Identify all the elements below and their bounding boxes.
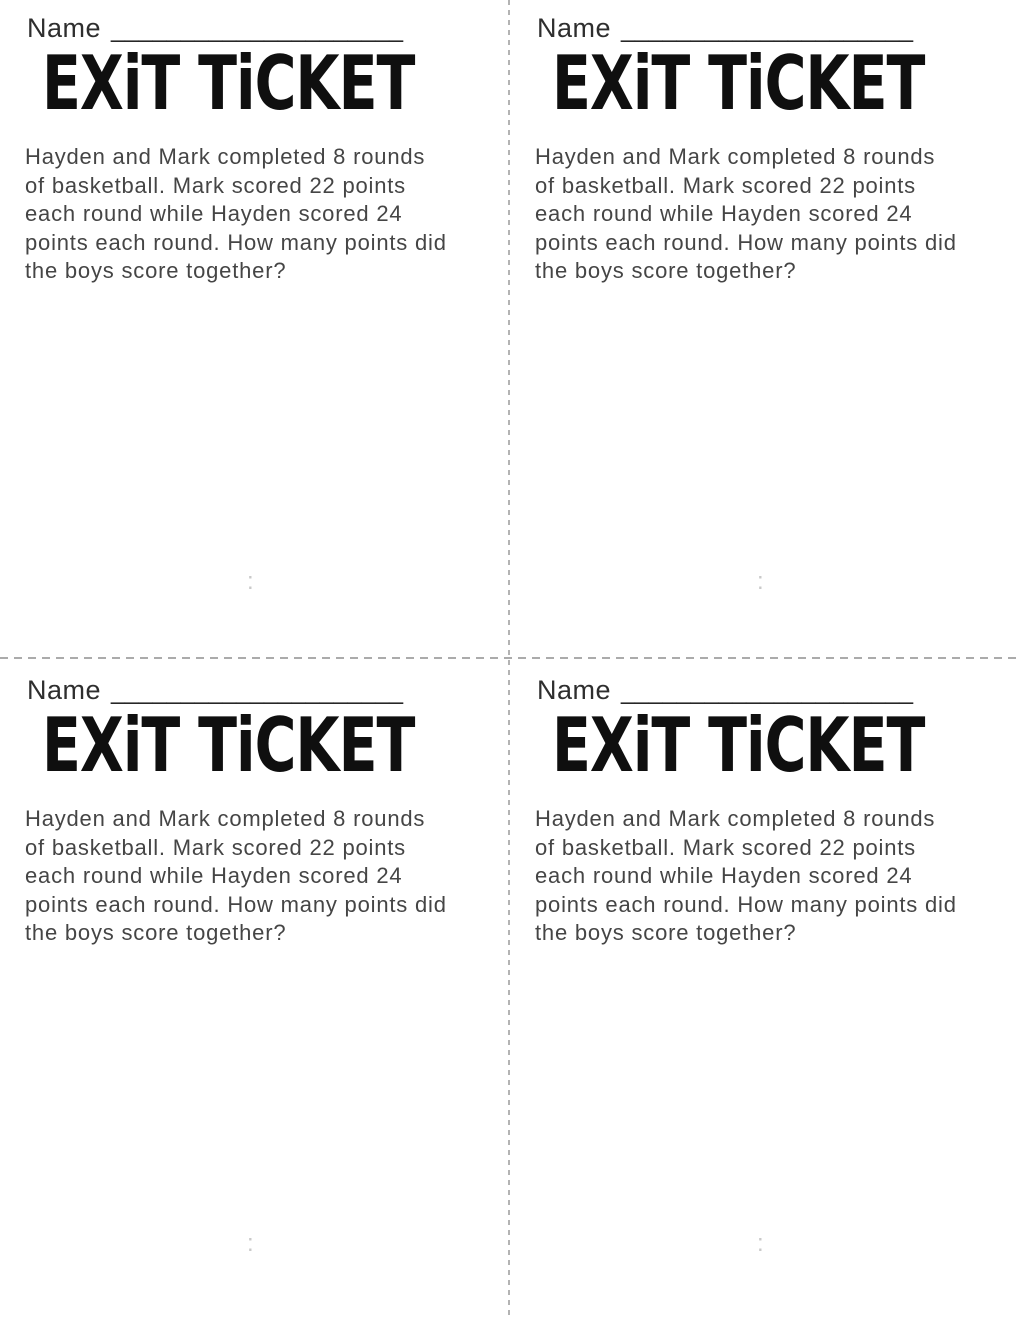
faint-colon-scan-mark: : [757, 568, 764, 595]
problem-line: Hayden and Mark completed 8 rounds [535, 806, 936, 831]
exit-ticket-title: EXiT TiCKET [42, 40, 415, 128]
problem-line: of basketball. Mark scored 22 points [25, 834, 406, 860]
name-label: Name [27, 675, 102, 705]
horizontal-cut-line [0, 657, 1020, 659]
problem-line: of basketball. Mark scored 22 points [535, 172, 916, 198]
problem-line: points each round. How many points did [535, 229, 957, 255]
name-blank-line: _____________________ [621, 15, 914, 43]
name-blank-line: _____________________ [111, 677, 404, 705]
problem-text [25, 805, 493, 948]
exit-ticket-title: EXiT TiCKET [42, 702, 415, 790]
problem-line: points each round. How many points did [25, 891, 447, 917]
faint-colon-scan-mark: : [757, 1230, 764, 1257]
name-row [27, 675, 403, 706]
exit-ticket-card [0, 662, 510, 1320]
problem-line: the boys score together? [25, 920, 287, 945]
problem-line: the boys score together? [25, 258, 287, 283]
name-label: Name [27, 13, 102, 43]
exit-ticket-title: EXiT TiCKET [552, 702, 925, 790]
problem-line: Hayden and Mark completed 8 rounds [25, 806, 426, 831]
problem-text [535, 805, 1003, 948]
name-label: Name [537, 675, 612, 705]
exit-ticket-card [0, 0, 510, 658]
name-row [27, 13, 403, 44]
problem-line: the boys score together? [535, 920, 797, 945]
problem-line: the boys score together? [535, 258, 797, 283]
problem-line: of basketball. Mark scored 22 points [25, 172, 406, 198]
problem-line: of basketball. Mark scored 22 points [535, 834, 916, 860]
vertical-cut-line [508, 0, 510, 1320]
problem-text [25, 143, 493, 286]
faint-colon-scan-mark: : [247, 1230, 254, 1257]
problem-line: each round while Hayden scored 24 [25, 863, 403, 888]
problem-line: points each round. How many points did [25, 229, 447, 255]
problem-line: each round while Hayden scored 24 [25, 201, 403, 226]
problem-line: each round while Hayden scored 24 [535, 201, 913, 226]
problem-line: Hayden and Mark completed 8 rounds [25, 144, 426, 169]
problem-text [535, 143, 1003, 286]
name-row [537, 13, 913, 44]
problem-line: each round while Hayden scored 24 [535, 863, 913, 888]
problem-line: Hayden and Mark completed 8 rounds [535, 144, 936, 169]
name-blank-line: _____________________ [111, 15, 404, 43]
exit-ticket-card [510, 0, 1020, 658]
exit-ticket-card [510, 662, 1020, 1320]
problem-line: points each round. How many points did [535, 891, 957, 917]
name-label: Name [537, 13, 612, 43]
name-blank-line: _____________________ [621, 677, 914, 705]
faint-colon-scan-mark: : [247, 568, 254, 595]
exit-ticket-title: EXiT TiCKET [552, 40, 925, 128]
name-row [537, 675, 913, 706]
